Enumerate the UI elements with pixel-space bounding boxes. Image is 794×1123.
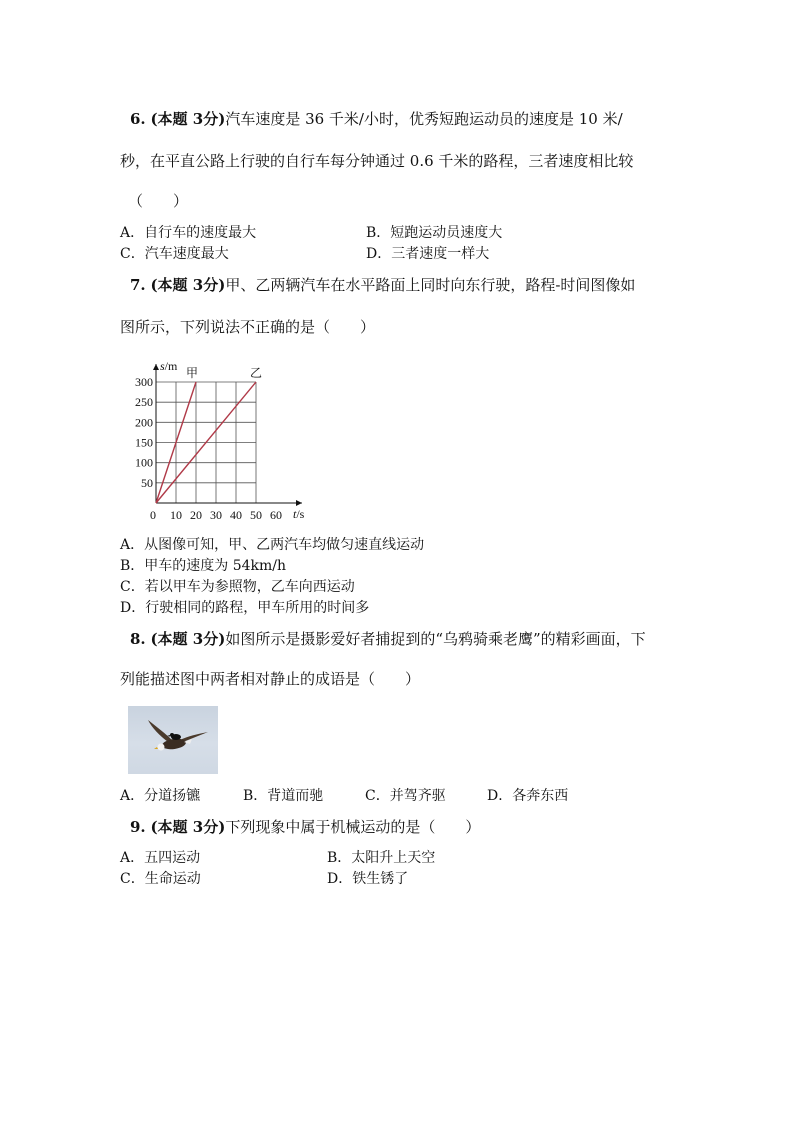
y-tick-label: 200 bbox=[135, 415, 153, 430]
st-graph bbox=[120, 352, 320, 527]
x-tick-label: 50 bbox=[250, 508, 262, 522]
y-tick-label: 100 bbox=[135, 455, 153, 470]
q7-text-line2: 图所示，下列说法不正确的是（ ） bbox=[120, 318, 376, 336]
q6-option-d: D．三者速度一样大 bbox=[366, 246, 490, 262]
q8-line1 bbox=[130, 628, 646, 649]
q8-option-c: C．并驾齐驱 bbox=[365, 788, 446, 804]
q9-line1 bbox=[130, 816, 480, 837]
q9-text-line1: 下列现象中属于机械运动的是（ ） bbox=[225, 818, 481, 836]
q7-tag: (本题 3分) bbox=[150, 276, 226, 294]
q6-option-a: A．自行车的速度最大 bbox=[120, 225, 257, 241]
q8-option-a: A．分道扬镳 bbox=[120, 788, 201, 804]
q6-blank: （ ） bbox=[128, 192, 189, 210]
q6-option-c: C．汽车速度最大 bbox=[120, 246, 229, 262]
crow-head bbox=[170, 733, 174, 737]
q9-option-d: D．铁生锈了 bbox=[327, 871, 409, 887]
y-tick-label: 250 bbox=[135, 395, 153, 410]
x-axis-label: t/s bbox=[293, 507, 305, 521]
q8-text-line1: 如图所示是摄影爱好者捕捉到的“乌鸦骑乘老鹰”的精彩画面，下 bbox=[225, 630, 646, 648]
x-tick-label: 60 bbox=[270, 508, 282, 522]
q8-number: 8. bbox=[130, 630, 146, 648]
origin-label: 0 bbox=[150, 508, 156, 522]
series-label-1: 甲 bbox=[185, 366, 199, 380]
x-tick-label: 20 bbox=[190, 508, 202, 522]
chart-axes bbox=[153, 364, 302, 506]
eagle-left-wing bbox=[148, 720, 172, 742]
series-label-2: 乙 bbox=[249, 366, 263, 380]
y-tick-label: 300 bbox=[135, 375, 153, 389]
q7-option-a: A．从图像可知，甲、乙两汽车均做匀速直线运动 bbox=[120, 537, 425, 553]
q8-option-b: B．背道而驰 bbox=[243, 788, 324, 804]
q6-text-line2: 秒，在平直公路上行驶的自行车每分钟通过 0.6 千米的路程，三者速度相比较 bbox=[120, 152, 634, 170]
eagle-head bbox=[158, 744, 165, 751]
q6-line1 bbox=[130, 108, 623, 129]
q7-line1 bbox=[130, 274, 635, 295]
q7-number: 7. bbox=[130, 276, 146, 294]
y-tick-label: 50 bbox=[141, 475, 153, 490]
q7-option-c: C．若以甲车为参照物，乙车向西运动 bbox=[120, 579, 355, 595]
x-axis-arrow bbox=[296, 500, 302, 506]
q9-option-b: B．太阳升上天空 bbox=[327, 850, 436, 866]
x-tick-label: 30 bbox=[210, 508, 222, 522]
q9-option-a: A．五四运动 bbox=[120, 850, 201, 866]
q6-number: 6. bbox=[130, 110, 146, 128]
q7-option-b: B．甲车的速度为 54km/h bbox=[120, 558, 287, 574]
q8-tag: (本题 3分) bbox=[150, 630, 226, 648]
q9-option-c: C．生命运动 bbox=[120, 871, 201, 887]
y-axis-label: s/m bbox=[160, 359, 178, 373]
q8-text-line2: 列能描述图中两者相对静止的成语是（ ） bbox=[120, 670, 421, 688]
y-tick-label: 150 bbox=[135, 435, 153, 450]
y-axis-arrow bbox=[153, 364, 159, 370]
crow-riding-eagle-photo bbox=[128, 706, 218, 774]
q6-option-b: B．短跑运动员速度大 bbox=[366, 225, 503, 241]
q8-option-d: D．各奔东西 bbox=[487, 788, 569, 804]
q6-text-line1: 汽车速度是 36 千米/小时，优秀短跑运动员的速度是 10 米/ bbox=[225, 110, 623, 128]
q6-tag: (本题 3分) bbox=[150, 110, 226, 128]
x-tick-label: 40 bbox=[230, 508, 242, 522]
q9-tag: (本题 3分) bbox=[150, 818, 226, 836]
x-tick-label: 10 bbox=[170, 508, 182, 522]
q7-option-d: D．行驶相同的路程，甲车所用的时间多 bbox=[120, 600, 370, 616]
q7-text-line1: 甲、乙两辆汽车在水平路面上同时向东行驶，路程-时间图像如 bbox=[225, 276, 636, 294]
q9-number: 9. bbox=[130, 818, 146, 836]
